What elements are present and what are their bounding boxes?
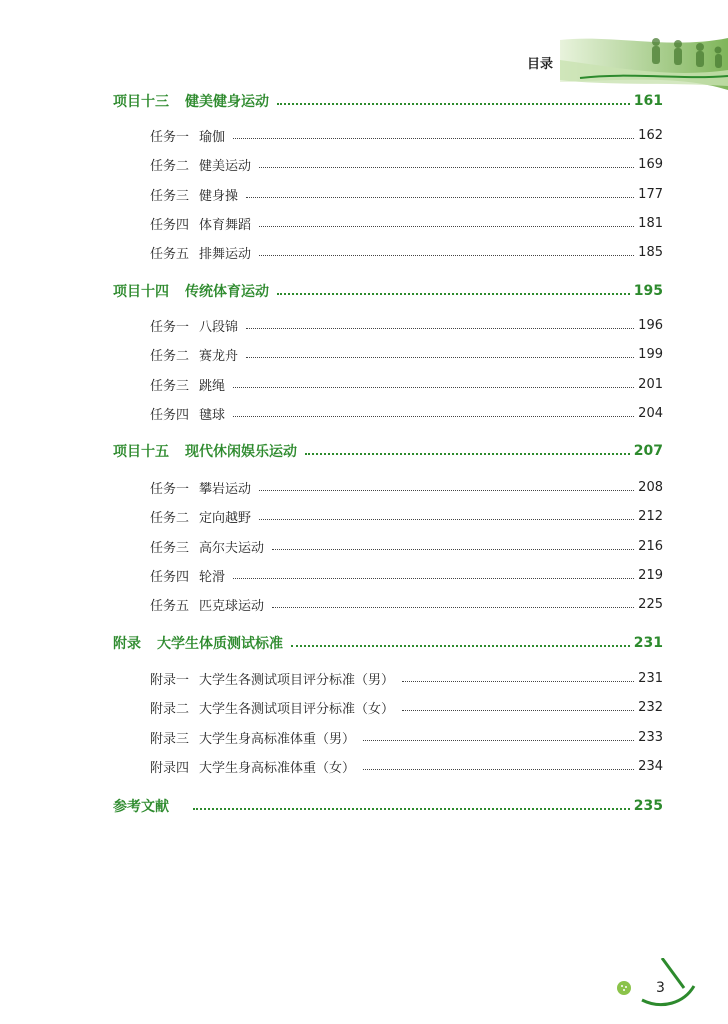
entry-prefix: 任务一 bbox=[150, 129, 190, 145]
entry-title: 匹克球运动 bbox=[199, 598, 265, 614]
toc-entry[interactable] bbox=[150, 477, 663, 497]
entry-page-number: 199 bbox=[638, 346, 663, 362]
section-page-number: 235 bbox=[633, 798, 663, 814]
toc-entry[interactable] bbox=[150, 697, 663, 717]
dot-leader bbox=[233, 138, 634, 139]
entry-page-number: 201 bbox=[638, 376, 663, 392]
entry-title: 瑜伽 bbox=[199, 129, 226, 145]
toc-entry[interactable] bbox=[150, 594, 663, 614]
section-prefix: 项目十五 bbox=[113, 444, 169, 460]
entry-prefix: 任务二 bbox=[150, 348, 190, 364]
dot-leader bbox=[259, 226, 634, 227]
section-prefix: 参考文献 bbox=[113, 799, 169, 815]
entry-title: 赛龙舟 bbox=[199, 348, 239, 364]
dot-leader bbox=[305, 453, 630, 455]
entry-page-number: 162 bbox=[638, 127, 663, 143]
dot-leader bbox=[233, 416, 634, 417]
toc-entry[interactable] bbox=[150, 506, 663, 526]
entry-page-number: 212 bbox=[638, 508, 663, 524]
entry-page-number: 185 bbox=[638, 244, 663, 260]
dot-leader bbox=[277, 103, 630, 105]
header-banner-art bbox=[560, 20, 728, 100]
entry-prefix: 任务三 bbox=[150, 188, 190, 204]
entry-prefix: 任务一 bbox=[150, 319, 190, 335]
entry-page-number: 232 bbox=[638, 699, 663, 715]
section-title: 健美健身运动 bbox=[185, 94, 269, 110]
entry-prefix: 任务三 bbox=[150, 378, 190, 394]
dot-leader bbox=[259, 255, 634, 256]
entry-page-number: 233 bbox=[638, 729, 663, 745]
entry-title: 攀岩运动 bbox=[199, 481, 252, 497]
toc-section[interactable] bbox=[113, 90, 663, 112]
entry-prefix: 任务四 bbox=[150, 217, 190, 233]
entry-page-number: 225 bbox=[638, 596, 663, 612]
entry-page-number: 216 bbox=[638, 538, 663, 554]
dot-leader bbox=[402, 681, 634, 682]
entry-title: 轮滑 bbox=[199, 569, 226, 585]
entry-prefix: 任务一 bbox=[150, 481, 190, 497]
toc-section[interactable] bbox=[113, 795, 663, 817]
dot-leader bbox=[233, 387, 634, 388]
toc-entry[interactable] bbox=[150, 374, 663, 394]
entry-prefix: 附录一 bbox=[150, 672, 190, 688]
entry-prefix: 任务五 bbox=[150, 246, 190, 262]
entry-page-number: 169 bbox=[638, 156, 663, 172]
entry-prefix: 任务四 bbox=[150, 569, 190, 585]
dot-leader bbox=[259, 167, 634, 168]
entry-page-number: 234 bbox=[638, 758, 663, 774]
golf-club-icon bbox=[662, 958, 684, 988]
toc-entry[interactable] bbox=[150, 565, 663, 585]
toc-entry[interactable] bbox=[150, 756, 663, 776]
section-title: 现代休闲娱乐运动 bbox=[185, 444, 297, 460]
entry-page-number: 196 bbox=[638, 317, 663, 333]
entry-prefix: 任务三 bbox=[150, 540, 190, 556]
dot-leader bbox=[402, 710, 634, 711]
toc-section[interactable] bbox=[113, 440, 663, 462]
section-prefix: 项目十三 bbox=[113, 94, 169, 110]
dot-leader bbox=[363, 740, 634, 741]
entry-title: 定向越野 bbox=[199, 510, 252, 526]
section-page-number: 207 bbox=[633, 443, 663, 459]
toc-entry[interactable] bbox=[150, 668, 663, 688]
entry-page-number: 231 bbox=[638, 670, 663, 686]
toc-entry[interactable] bbox=[150, 727, 663, 747]
dot-leader bbox=[193, 808, 630, 810]
dot-leader bbox=[363, 769, 634, 770]
section-title: 大学生体质测试标准 bbox=[157, 636, 283, 652]
entry-page-number: 208 bbox=[638, 479, 663, 495]
entry-title: 健身操 bbox=[199, 188, 239, 204]
entry-title: 跳绳 bbox=[199, 378, 226, 394]
toc-entry[interactable] bbox=[150, 403, 663, 423]
toc-entry[interactable] bbox=[150, 344, 663, 364]
entry-prefix: 附录二 bbox=[150, 701, 190, 717]
entry-title: 体育舞蹈 bbox=[199, 217, 252, 233]
entry-title: 排舞运动 bbox=[199, 246, 252, 262]
toc-entry[interactable] bbox=[150, 315, 663, 335]
entry-title: 大学生各测试项目评分标准（男） bbox=[199, 672, 395, 688]
entry-title: 大学生身高标准体重（女） bbox=[199, 760, 356, 776]
entry-prefix: 任务四 bbox=[150, 407, 190, 423]
dot-leader bbox=[233, 578, 634, 579]
entry-title: 大学生各测试项目评分标准（女） bbox=[199, 701, 395, 717]
dot-leader bbox=[259, 519, 634, 520]
entry-prefix: 附录四 bbox=[150, 760, 190, 776]
entry-title: 健美运动 bbox=[199, 158, 252, 174]
entry-title: 毽球 bbox=[199, 407, 226, 423]
entry-title: 大学生身高标准体重（男） bbox=[199, 731, 356, 747]
toc-entry[interactable] bbox=[150, 154, 663, 174]
toc-entry[interactable] bbox=[150, 242, 663, 262]
entry-page-number: 204 bbox=[638, 405, 663, 421]
section-prefix: 附录 bbox=[113, 636, 141, 652]
header-label: 目录 bbox=[527, 57, 554, 72]
dot-leader bbox=[291, 645, 630, 647]
entry-page-number: 181 bbox=[638, 215, 663, 231]
page-number: 3 bbox=[656, 980, 665, 996]
dot-leader bbox=[246, 328, 634, 329]
toc-section[interactable] bbox=[113, 280, 663, 302]
entry-title: 高尔夫运动 bbox=[199, 540, 265, 556]
toc-section[interactable] bbox=[113, 632, 663, 654]
dot-leader bbox=[272, 607, 634, 608]
entry-prefix: 附录三 bbox=[150, 731, 190, 747]
toc-entry[interactable] bbox=[150, 184, 663, 204]
toc-entry[interactable] bbox=[150, 536, 663, 556]
entry-prefix: 任务二 bbox=[150, 158, 190, 174]
dot-leader bbox=[246, 357, 634, 358]
toc-entry[interactable] bbox=[150, 213, 663, 233]
section-page-number: 161 bbox=[633, 93, 663, 109]
dot-leader bbox=[272, 549, 634, 550]
entry-prefix: 任务二 bbox=[150, 510, 190, 526]
entry-prefix: 任务五 bbox=[150, 598, 190, 614]
dot-leader bbox=[277, 293, 630, 295]
toc-entry[interactable] bbox=[150, 125, 663, 145]
section-page-number: 195 bbox=[633, 283, 663, 299]
section-prefix: 项目十四 bbox=[113, 284, 169, 300]
dot-leader bbox=[246, 197, 634, 198]
entry-page-number: 177 bbox=[638, 186, 663, 202]
dot-leader bbox=[259, 490, 634, 491]
entry-title: 八段锦 bbox=[199, 319, 239, 335]
entry-page-number: 219 bbox=[638, 567, 663, 583]
golf-ball-icon bbox=[617, 981, 631, 995]
section-page-number: 231 bbox=[633, 635, 663, 651]
section-title: 传统体育运动 bbox=[185, 284, 269, 300]
